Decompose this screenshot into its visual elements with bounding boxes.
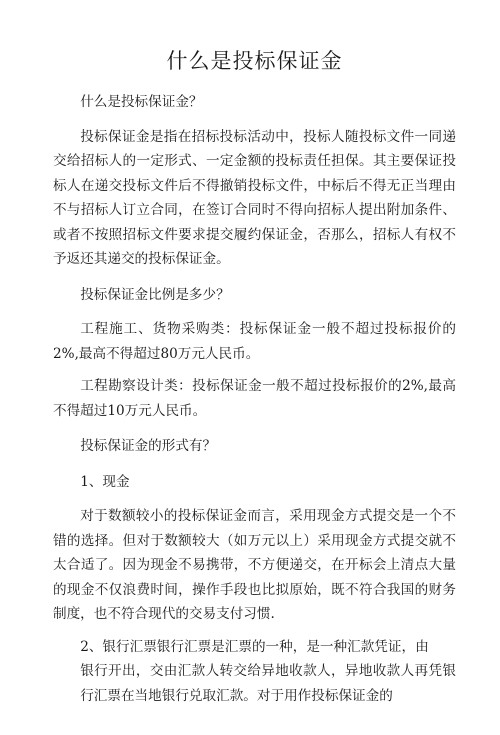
question-bond-ratio: 投标保证金比例是多少？ [80,286,230,303]
paragraph-definition: 投标保证金是指在招标投标活动中，投标人随投标文件一同递交给招标人的一定形式、一定金额的投标责任担保。其主要保证投标人在递交投标文件后不得撤销投标文件，中标后不得无正当理由不与招标人订立合同，在签订合同时不得向招标人提出附加条件、或者不按照招标文件要求提交履约保证金，否那么，招标人有权不予返还其递交的投标保证金。 [53,128,456,267]
paragraph-survey-design-ratio: 工程勘察设计类：投标保证金一般不超过投标报价的2%,最高不得超过10万元人民币。 [53,378,456,419]
list-item-bank-draft-lead: 2、银行汇票银行汇票是汇票的一种，是一种汇款凭证，由 [80,638,429,655]
list-item-cash-heading: 1、现金 [80,473,130,490]
question-bond-forms: 投标保证金的形式有？ [80,438,217,454]
question-what-is-bid-bond: 什么是投标保证金？ [80,94,203,110]
document-title: 什么是投标保证金 [166,49,343,73]
list-item-bank-draft-continued: 银行开出，交由汇款人转交给异地收款人，异地收款人再凭银行汇票在当地银行兑取汇款。对于用作投标保证金的 [80,663,456,704]
paragraph-cash: 对于数额较小的投标保证金而言，采用现金方式提交是一个不错的选择。但对于数额较大（如万元以上）采用现金方式提交就不太合适了。因为现金不易携带，不方便递交，在开标会上清点大量的现金不仅浪费时间，操作手段也比拟原始，既不符合我国的财务制度，也不符合现代的交易支付习惯. [53,508,456,622]
paragraph-construction-goods-ratio: 工程施工、货物采购类：投标保证金一般不超过投标报价的2%,最高不得超过80万元人民币。 [53,321,456,362]
